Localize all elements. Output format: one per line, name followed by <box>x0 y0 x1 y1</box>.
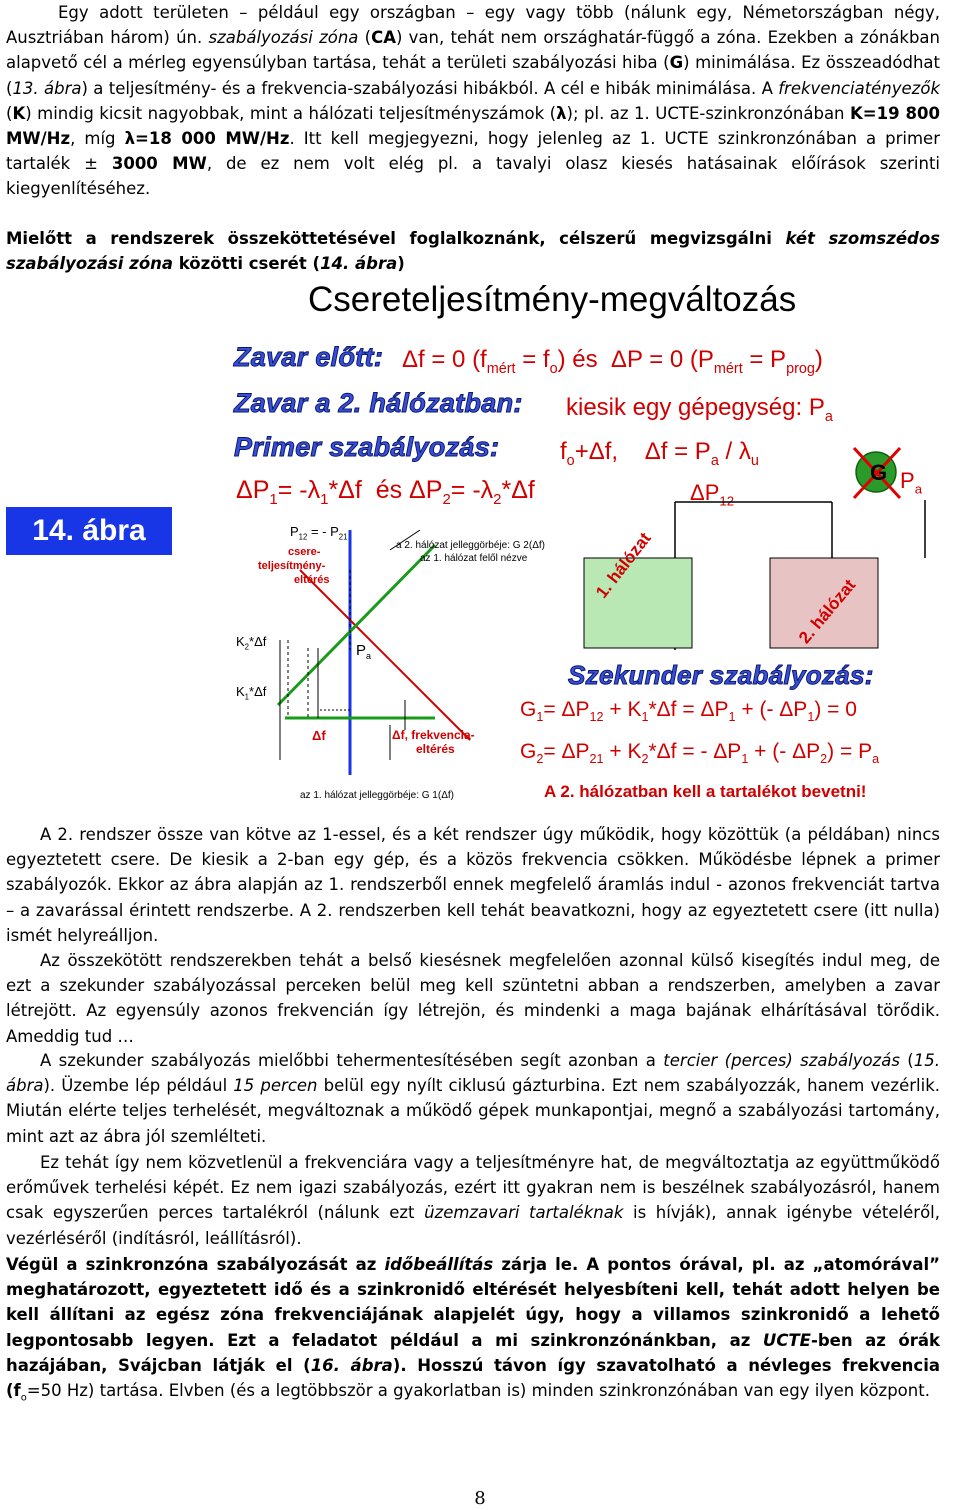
generator-pa-label: $P_a$ <box>900 468 923 497</box>
tartalek-note: A 2. hálózatban kell a tartalékot bevetni! <box>544 782 867 801</box>
szekunder-heading: Szekunder szabályozás: <box>568 660 874 690</box>
g2-desc: a 2. hálózat jelleggörbéje: G 2(Δf) <box>396 540 545 551</box>
dp12-label: $\Delta P_{12}$ <box>690 480 735 509</box>
zavar-elott-heading: Zavar előtt: <box>234 342 384 372</box>
network-2-label: 2. hálózat <box>795 575 860 648</box>
paragraph-3: A 2. rendszer össze van kötve az 1-essel, és a két rendszer úgy működik, hogy közöttük (a példában) nincs egyeztetett csere. De kiesik a 2-ban egy gép, és a közös frekvencia csökken. Működésbe lépnek a primer szabályozók. Ekkor az ábra alapján az 1. rendszerből ennek megfelelő áramlás indul - azonos frekvenciát tartva – a zavarással érintett rendszerbe. A 2. rendszerben kell tehát beavatkozni, hogy az egyeztetett csere (itt nulla) ismét helyreálljon. <box>6 825 940 945</box>
equation-before: Δf = 0 $(f_{mért} = f_o)$ és ΔP = 0 $(P_{mért} = P_{prog})$ <box>402 346 823 377</box>
equation-dp: $\Delta P_1= -\lambda_1*\Delta f$ és $\Delta P_2= -\lambda_2*\Delta f$ <box>236 476 535 508</box>
k1-label: $K_1*\Delta f$ <box>236 684 267 702</box>
intro-paragraph: Egy adott területen – például egy országban – egy vagy több (nálunk egy, Németországban négy, Ausztriában három) ún. szabályozási zóna (CA) van, tehát nem országhatár-függő a zóna. Ezekben a zónákban alapvető cél a mérleg egyensúlyban tartása, tehát a területi szabályozási hiba (G) minimálása. Ez összeadódhat (13. ábra) a teljesítmény- és a frekvencia-szabályozási hibákból. A cél e hibák minimálása. A frekvenciatényezők (K) mindig kicsit nagyobbak, mint a hálózati teljesítményszámok (λ); pl. az 1. UCTE-szinkronzónában K=19 800 MW/Hz, míg λ=18 000 MW/Hz. Itt kell megjegyezni, hogy jelenleg az 1. UCTE szinkronzónában a primer tartalék ± 3000 MW, de ez nem volt elég pl. a tavalyi olasz kiesés hatásainak előírások szerinti kiegyenlítéséhez. <box>6 3 940 199</box>
k2-label: $K_2*\Delta f$ <box>236 634 267 652</box>
figure-14 <box>0 280 960 810</box>
csere-label-2: teljesítmény- <box>258 560 326 572</box>
primer-heading: Primer szabályozás: <box>234 432 500 462</box>
zavar-2-heading: Zavar a 2. hálózatban: <box>234 388 523 418</box>
network-diagram <box>520 500 950 650</box>
df-freq-label-2: eltérés <box>416 742 455 756</box>
g1-equation: $G_1= \Delta P_{12} + K_1*\Delta f = \Delta P_1$ + (- $\Delta P_1) = 0$ <box>520 698 857 725</box>
p12-label: $P_{12}$ = - $P_{21}$ <box>290 524 348 542</box>
csere-label-1: csere- <box>288 546 321 558</box>
page-number: 8 <box>474 1488 486 1509</box>
df-label: Δf <box>312 728 326 743</box>
paragraph-5: A szekunder szabályozás mielőbbi tehermentesítésében segít azonban a tercier (perces) szabályozás (15. ábra). Üzembe lép például 15 percen belül egy nyílt ciklusú gázturbina. Ezt nem szabályozzák, hanem vezérlik. Miután elérte teljes terhelését, megváltoznak a működő gépek munkapontjai, megnő a szabályozási tartomány, mint azt az ábra jól szemlélteti. <box>6 1051 940 1146</box>
figure-number-label: 14. ábra <box>6 507 172 555</box>
paragraph-6: Ez tehát így nem közvetlenül a frekvenciára vagy a teljesítményre hat, de megváltoztatja az együttműködő erőművek terhelési képét. Ez nem igazi szabályozás, ezért itt gyakran nem is beszélnek szabályozásról, hanem csak egyszerűen perces tartalékról (nálunk ezt üzemzavari tartaléknak is hívják), annak igénybe vételéről, vezérléséről (indításról, leállításról). <box>6 1153 940 1248</box>
g1-desc: az 1. hálózat jelleggörbéje: G 1(Δf) <box>300 790 454 801</box>
paragraph-4: Az összekötött rendszerekben tehát a belső kiesésnek megfelelően azonnal külső kisegítés indul meg, de ezt a szekunder szabályozással perceken belül meg kell szüntetni abban a rendszerben, amelyben a zavar létrejött. Az egyensúly azonos frekvencián így létrejön, és mindenki a maga bajának elhárításával törődik. Ameddig tud … <box>6 951 940 1046</box>
paragraph-7: Végül a szinkronzóna szabályozását az időbeállítás zárja le. A pontos órával, pl. az „atomórával” meghatározott, egyeztetett idő és a szinkronidő eltérését helyesbíteni kell, tehát adott helyen be kell állítani az egész zóna frekvenciájának alapjelét úgy, hogy a villamos szinkronidő a lehető legpontosabb legyen. Ezt a feladatot például a mi szinkronzónánkban, az UCTE-ben az órák hazájában, Svájcban látják el (16. ábra). Hosszú távon így szavatolható a névleges frekvencia ($f_o=50$ Hz) tartása. Elvben (és a legtöbbször a gyakorlatban is) minden szinkronzónában van egy ilyen központ. <box>6 1255 940 1404</box>
df-freq-label: Δf, frekvencia- <box>392 728 475 742</box>
pa-axis-label: $P_a$ <box>356 642 372 661</box>
g2-equation: $G_2= \Delta P_{21} + K_2*\Delta f$ = - $\Delta P_1$ + (- $\Delta P_2) = P_a$ <box>520 740 880 767</box>
network-1-label: 1. hálózat <box>592 528 655 602</box>
equation-primer: $f_o+\Delta f$, $\Delta f = P_a / \lambda_u$ <box>560 438 759 469</box>
generator-g-label: G <box>870 460 888 485</box>
intro-bold-paragraph: Mielőtt a rendszerek összeköttetésével foglalkoznánk, célszerű megvizsgálni két szomszédos szabályozási zóna közötti cserét (14. ábra) <box>6 229 940 274</box>
figure-title: Csereteljesítmény-megváltozás <box>308 280 797 319</box>
g2-desc-2: az 1. hálózat felől nézve <box>420 553 528 564</box>
csere-label-3: eltérés <box>294 574 330 586</box>
equation-outage: kiesik egy gépegység: $P_a$ <box>566 394 833 425</box>
